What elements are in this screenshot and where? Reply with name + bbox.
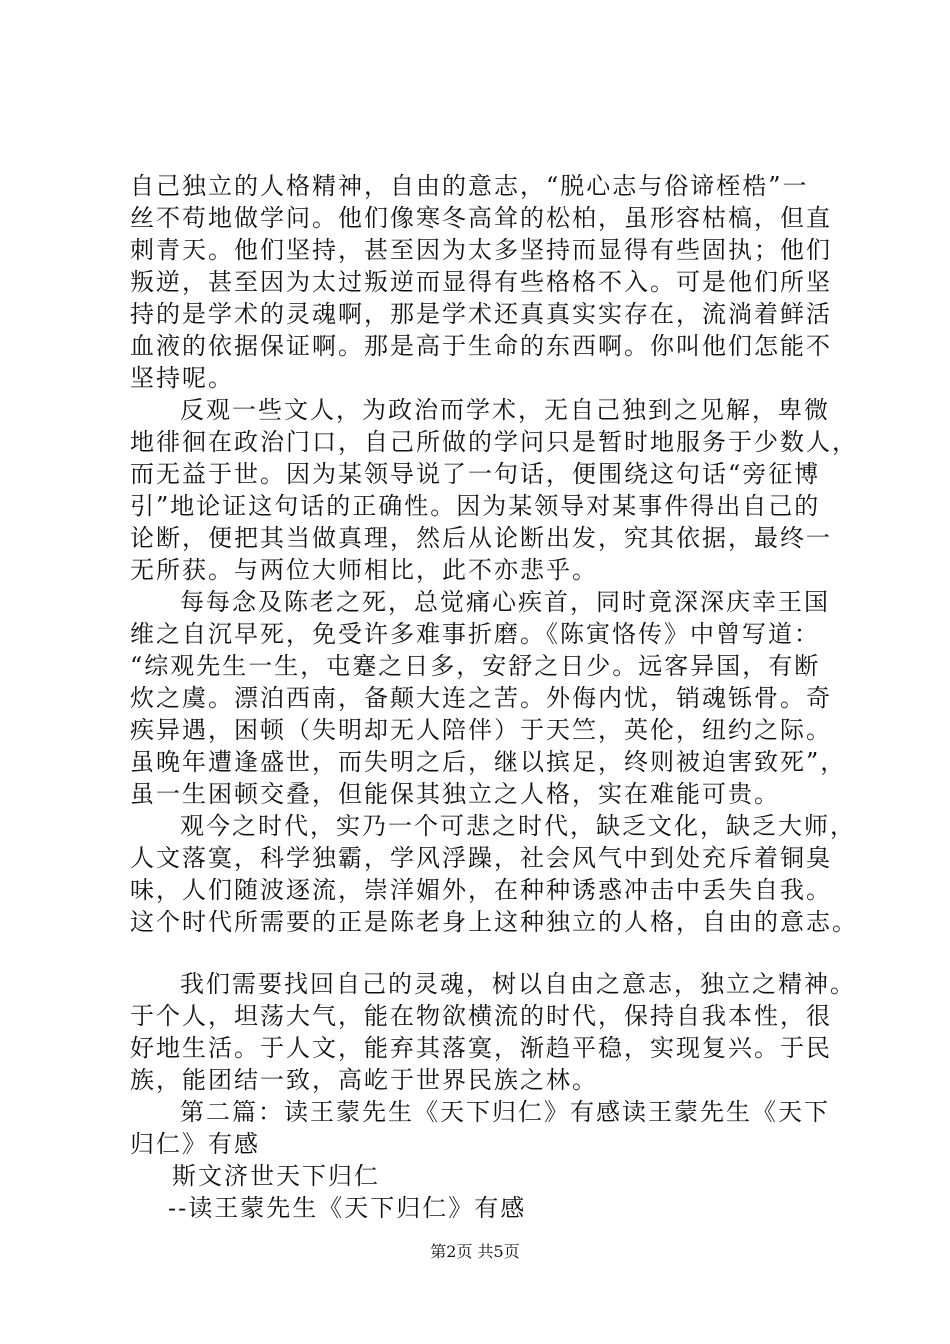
paragraph-start-line: 每每念及陈老之死，总觉痛心疾首，同时竟深深庆幸王国	[180, 588, 830, 616]
section-heading: 第二篇：读王蒙先生《天下归仁》有感读王蒙先生《天下	[180, 1098, 830, 1126]
text-line: 血液的依据保证啊。那是高于生命的东西啊。你叫他们怎能不	[130, 332, 832, 360]
document-body	[130, 170, 858, 1224]
text-line: 味，人们随波逐流，崇洋媚外，在种种诱惑冲击中丢失自我。	[130, 876, 832, 904]
text-line: 虽一生困顿交叠，但能保其独立之人格，实在难能可贵。	[130, 780, 780, 808]
page-number-footer: 第2页 共5页	[430, 1242, 520, 1261]
text-line: 炊之虞。漂泊西南，备颠大连之苦。外侮内忧，销魂铄骨。奇	[130, 684, 832, 712]
paragraph-start-line: 反观一些文人，为政治而学术，无自己独到之见解，卑微	[180, 396, 830, 424]
paragraph-start-line: 观今之时代，实乃一个可悲之时代，缺乏文化，缺乏大师，	[180, 812, 856, 840]
paragraph-start-line: 我们需要找回自己的灵魂，树以自由之意志，独立之精神。	[180, 970, 856, 998]
text-line: 丝不苟地做学问。他们像寒冬高耸的松柏，虽形容枯槁，但直	[130, 204, 832, 232]
text-line: 持的是学术的灵魂啊，那是学术还真真实实存在，流淌着鲜活	[130, 300, 832, 328]
text-line: 好地生活。于人文，能弃其落寞，渐趋平稳，实现复兴。于民	[130, 1034, 832, 1062]
article-title: 斯文济世天下归仁	[172, 1162, 380, 1190]
text-line: 无所获。与两位大师相比，此不亦悲乎。	[130, 556, 598, 584]
text-line: 刺青天。他们坚持，甚至因为太多坚持而显得有些固执；他们	[130, 236, 832, 264]
text-line: 论断，便把其当做真理，然后从论断出发，究其依据，最终一	[130, 524, 832, 552]
article-subtitle: --读王蒙先生《天下归仁》有感	[168, 1194, 527, 1222]
text-line: “综观先生一生，屯蹇之日多，安舒之日少。远客异国，有断	[130, 652, 821, 680]
text-line: 而无益于世。因为某领导说了一句话，便围绕这句话“旁征博	[130, 460, 821, 488]
text-line: 引”地论证这句话的正确性。因为某领导对某事件得出自己的	[130, 492, 821, 520]
text-line: 族，能团结一致，高屹于世界民族之林。	[130, 1066, 598, 1094]
section-heading-continued: 归仁》有感	[130, 1130, 260, 1158]
text-line: 维之自沉早死，免受许多难事折磨。《陈寅恪传》中曾写道：	[130, 620, 820, 648]
text-line: 于个人，坦荡大气，能在物欲横流的时代，保持自我本性，很	[130, 1002, 832, 1030]
text-line: 地徘徊在政治门口，自己所做的学问只是暂时地服务于少数人，	[130, 428, 858, 456]
text-line: 自己独立的人格精神，自由的意志，“脱心志与俗谛桎梏”一	[130, 172, 809, 200]
text-line: 人文落寞，科学独霸，学风浮躁，社会风气中到处充斥着铜臭	[130, 844, 832, 872]
text-line: 疾异遇，困顿（失明却无人陪伴）于天竺，英伦，纽约之际。	[130, 716, 832, 744]
text-line: 这个时代所需要的正是陈老身上这种独立的人格，自由的意志。	[130, 908, 858, 936]
text-line: 叛逆，甚至因为太过叛逆而显得有些格格不入。可是他们所坚	[130, 268, 832, 296]
text-line: 虽晚年遭逢盛世，而失明之后，继以摈足，终则被迫害致死”，	[130, 748, 847, 776]
text-line: 坚持呢。	[130, 364, 234, 392]
